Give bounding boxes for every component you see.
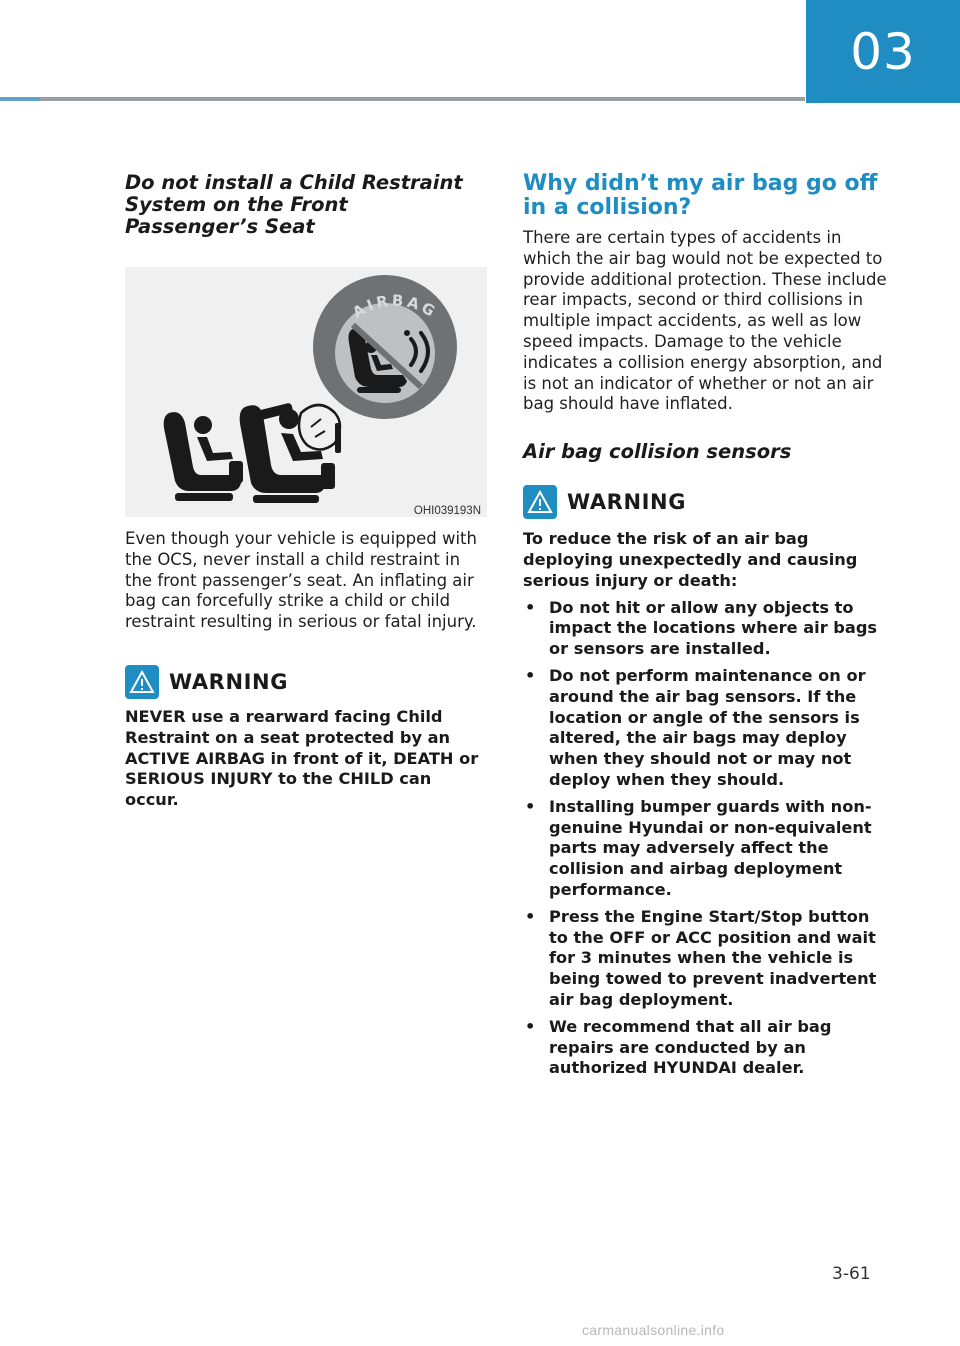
airbag-not-deployed-heading: Why didn’t my air bag go off in a collision? <box>523 171 878 220</box>
chapter-number: 03 <box>850 22 916 81</box>
warning-list-item: • Do not perform maintenance on or around the air bag sensors. If the location or angle of the sensors is altered, the air bags may deploy when they should not or may not deploy when they should. <box>525 665 866 789</box>
child-restraint-paragraph: Even though your vehicle is equipped with the OCS, never install a child restraint in the front passenger’s seat. An inflating air bag can forcefully strike a child or child restraint resulting in serious or fatal injury. <box>125 529 477 632</box>
bullet: • <box>525 796 536 816</box>
bullet: • <box>525 906 536 926</box>
right-warning-header <box>523 485 889 519</box>
rear-seat-child-icon <box>164 412 243 501</box>
left-warning-title: WARNING <box>169 669 289 694</box>
right-warning-title: WARNING <box>567 490 687 515</box>
bullet: • <box>525 597 536 617</box>
collision-sensors-subheading: Air bag collision sensors <box>523 440 792 464</box>
bullet: • <box>525 665 536 685</box>
airbag-not-deployed-paragraph: There are certain types of accidents in which the air bag would not be expected to provide additional protection. These include rear impacts, second or third collisions in multiple impact accidents, as well as low speed impacts. Damage to the vehicle indicates a collision energy absorption, and is not an indicator of whether or not an air bag should have inflated. <box>523 228 887 414</box>
warning-list-item: • Installing bumper guards with non-genuine Hyundai or non-equivalent parts may adversely affect the collision and airbag deployment performance. <box>525 796 872 899</box>
warning-list-item: • We recommend that all air bag repairs are conducted by an authorized HYUNDAI dealer. <box>525 1016 832 1078</box>
page-number: 3-61 <box>832 1264 871 1284</box>
warning-list-item: • Press the Engine Start/Stop button to the OFF or ACC position and wait for 3 minutes when the vehicle is being towed to prevent inadvertent air bag deployment. <box>525 906 877 1009</box>
watermark: carmanualsonline.info <box>582 1322 725 1338</box>
figure-code: OHI039193N <box>413 505 481 517</box>
warning-icon <box>125 665 159 699</box>
chapter-tab <box>806 0 960 103</box>
header-rule-accent <box>0 97 40 101</box>
warning-list <box>523 598 889 1080</box>
left-column <box>125 172 487 811</box>
left-warning-text: NEVER use a rearward facing Child Restraint on a seat protected by an ACTIVE AIRBAG in front of it, DEATH or SERIOUS INJURY to the CHILD can occur. <box>125 706 479 810</box>
inflated-airbag-icon <box>299 405 341 453</box>
child-seat-illustration <box>125 267 487 517</box>
header-rule <box>0 97 805 101</box>
right-warning-intro: To reduce the risk of an air bag deploying unexpectedly and causing serious injury or death: <box>523 529 858 590</box>
child-restraint-subheading: Do not install a Child Restraint System on the Front Passenger’s Seat <box>125 171 463 238</box>
no-child-seat-seal <box>313 275 457 419</box>
warning-icon <box>523 485 557 519</box>
seal-airbag-text: AIRBAG <box>349 291 441 322</box>
warning-list-item: • Do not hit or allow any objects to impact the locations where air bags or sensors are installed. <box>525 597 878 659</box>
left-warning-header <box>125 665 487 699</box>
bullet: • <box>525 1016 536 1036</box>
airbag-warning-figure <box>125 267 487 517</box>
right-column <box>523 172 889 1085</box>
